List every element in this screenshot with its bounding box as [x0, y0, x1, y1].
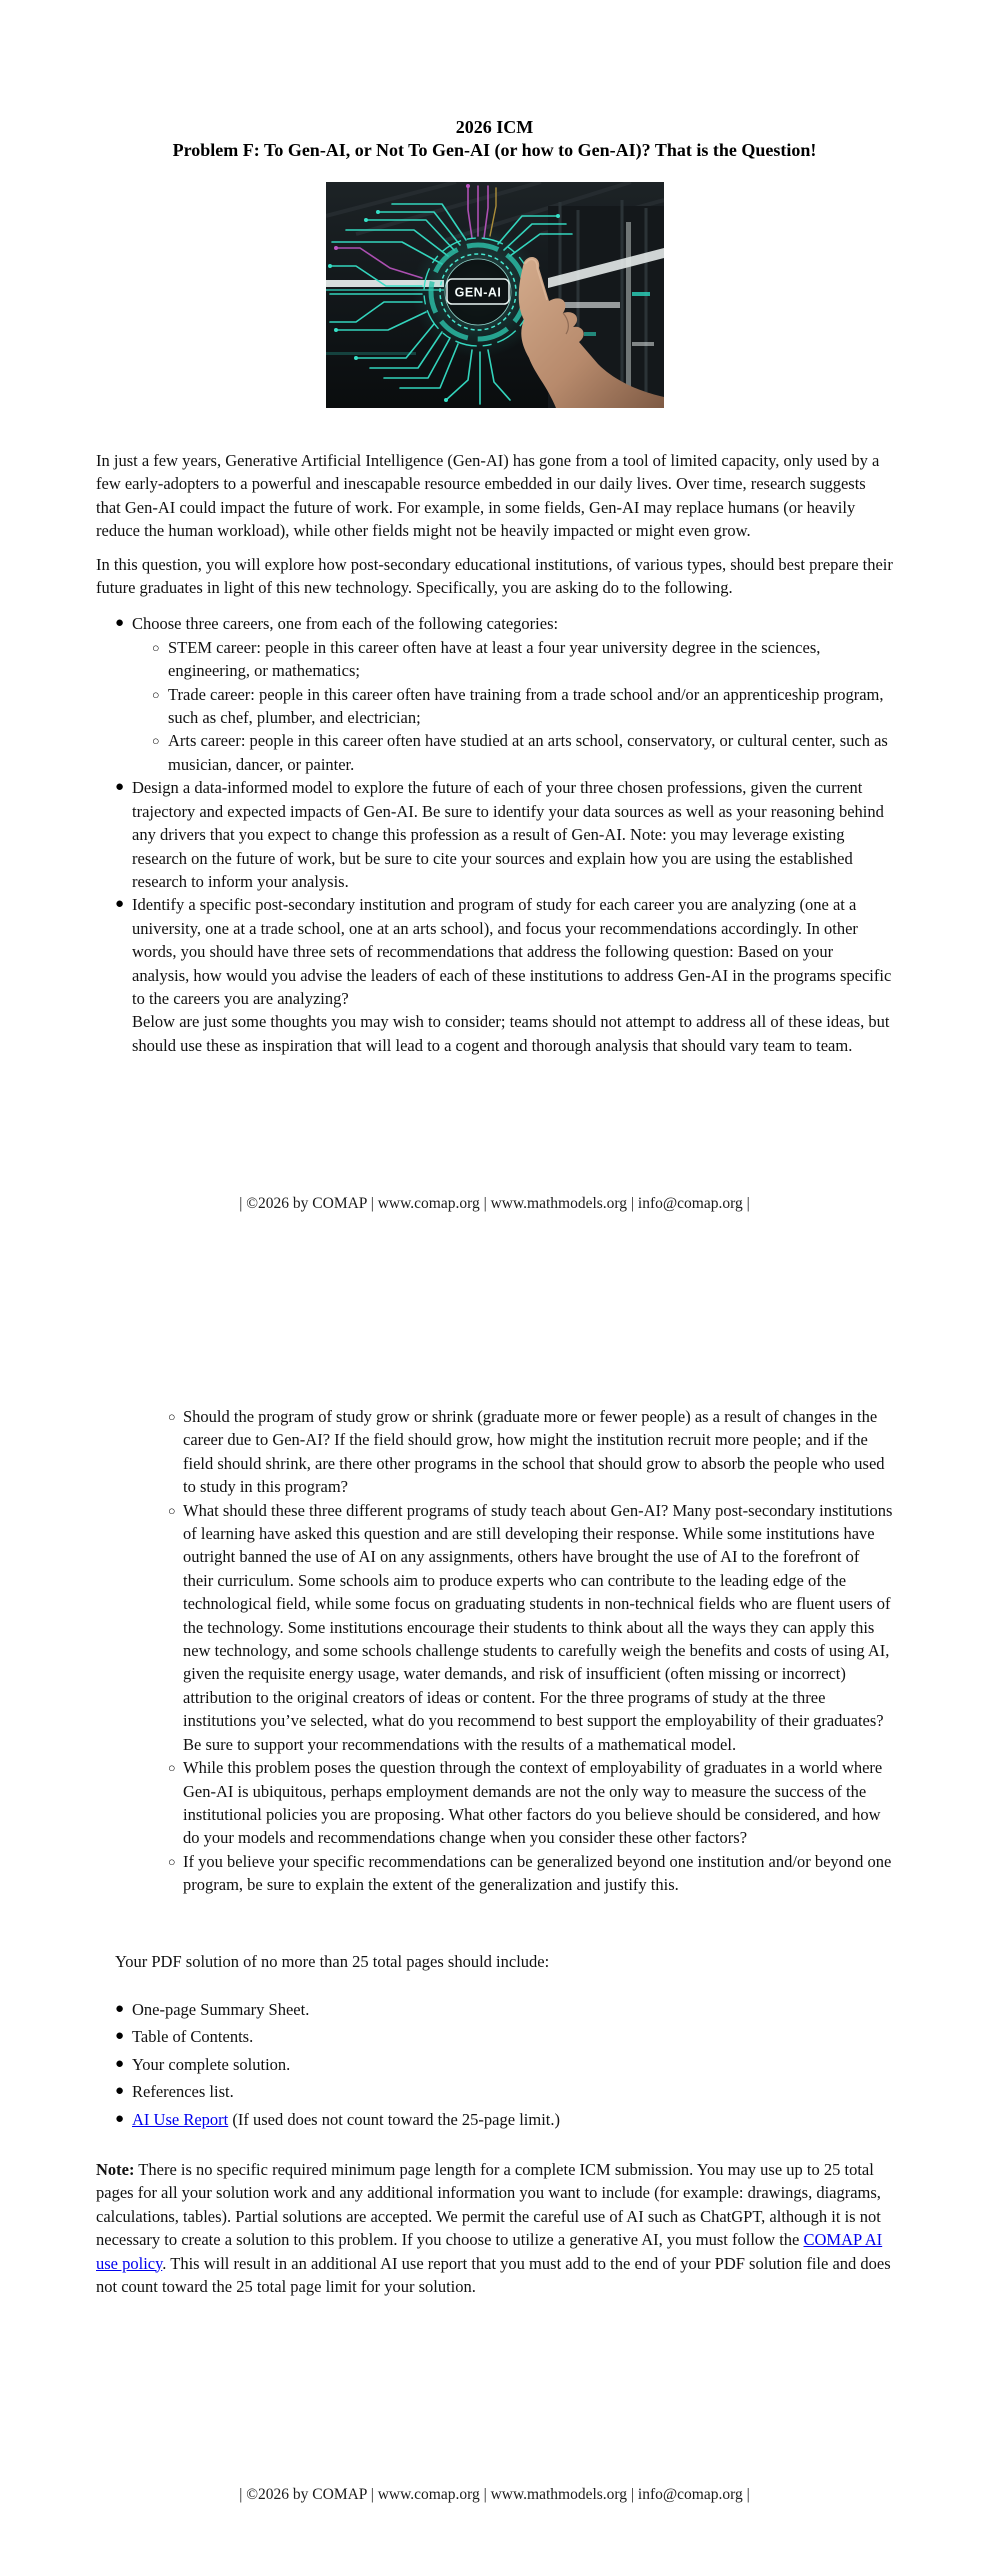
solution-item-table-of-contents: ● Table of Contents. — [96, 2025, 893, 2048]
bullet-icon: ● — [115, 615, 125, 632]
solution-requirements-heading: Your PDF solution of no more than 25 total pages should include: — [115, 1951, 550, 1971]
document-page-2 — [0, 1330, 989, 2560]
circle-bullet-icon: ○ — [168, 1761, 176, 1776]
circle-bullet-icon: ○ — [152, 734, 160, 749]
circle-bullet-icon: ○ — [168, 1410, 176, 1424]
title-line-2: Problem F: To Gen-AI, or Not To Gen-AI (or how to Gen-AI)? That is the Question! — [172, 140, 817, 160]
bullet-icon: ● — [115, 2055, 125, 2072]
solution-item-summary-sheet: ● One-page Summary Sheet. — [96, 1998, 893, 2021]
genai-label: GEN-AI — [454, 285, 501, 300]
hero-image-container — [0, 182, 989, 413]
circle-bullet-icon: ○ — [168, 1503, 176, 1518]
consideration-grow-or-shrink: ○ Should the program of study grow or shrink (graduate more or fewer people) as a result of changes in the career due to Gen-AI? If the field should grow, how might the institution recruit more people; and if the field should shrink, are there other programs in the school that should grow to absorb the people who used to study in this program? — [168, 1407, 885, 1497]
task-list — [96, 612, 893, 1057]
task-item-design-model: ● Design a data-informed model to explore the future of each of your three chosen professions, given the current trajectory and expected impacts of Gen-AI. Be sure to identify your data sources as well as your reasoning behind any drivers that you expect to change this profession as a result of Gen-AI. Note: you may leverage existing research on the future of work, but be sure to cite your sources and explain how you are using the established research to inform your analysis. — [115, 778, 884, 891]
task-item-identify-institutions: ● Identify a specific post-secondary institution and program of study for each career you are analyzing (one at a university, one at a trade school, one at an arts school), and focus your recommendations accordingly. In other words, you should have three sets of recommendations that address the following question: Based on your analysis, how would you advise the leaders of each of these institutions to address Gen-AI in the programs specific to the careers you are analyzing? — [115, 895, 892, 1008]
bullet-icon: ● — [115, 896, 125, 913]
considerations-list — [96, 1405, 893, 1897]
bullet-icon: ● — [115, 2028, 125, 2045]
note-paragraph — [96, 2158, 893, 2298]
career-category-arts: ○ Arts career: people in this career often have studied at an arts school, conservatory, or cultural center, such as musician, dancer, or painter. — [152, 731, 888, 774]
comap-ai-policy-link[interactable]: COMAP AI use policy — [96, 2230, 883, 2273]
intro-paragraph-2: In this question, you will explore how post-secondary educational institutions, of various types, should best prepare their future graduates in light of this new technology. Specifically, you are asking do to the following. — [96, 554, 893, 598]
solution-item-references: ● References list. — [96, 2080, 893, 2103]
bullet-icon: ● — [115, 779, 125, 796]
career-category-stem: ○ STEM career: people in this career often have at least a four year university degree in the sciences, engineering, or mathematics; — [152, 637, 821, 681]
circle-bullet-icon: ○ — [152, 640, 160, 655]
consideration-what-to-teach: ○ What should these three different programs of study teach about Gen-AI? Many post-secondary institutions of learning have asked this question and are still developing their response. While some institutions have outright banned the use of AI on any assignments, others have brought the use of AI to the forefront of their curriculum. Some schools aim to produce experts who can contribute to the leading edge of the technological field, while some focus on graduating students in non-technical fields who are fluent users of the technology. Some institutions encourage their students to think about all the ways they can apply this new technology, and some schools challenge students to carefully weigh the benefits and costs of using AI, given the requisite energy usage, water demands, and risk of insufficient (often missing or incorrect) attribution to the original creators of ideas or content. For the three programs of study at the three institutions you’ve selected, what do you recommend to best support the employability of their graduates? Be sure to support your recommendations with the results of a mathematical model. — [168, 1500, 893, 1754]
consideration-other-factors: ○ While this problem poses the question through the context of employability of graduates in a world where Gen-AI is ubiquitous, perhaps employment demands are not the only way to measure the success of the institutional policies you are proposing. What other factors do you believe should be considered, and how do your models and recommendations change when you consider these other factors? — [168, 1758, 883, 1848]
title-line-1: 2026 ICM — [455, 117, 534, 137]
circle-bullet-icon: ○ — [152, 687, 160, 702]
bullet-icon: ● — [115, 2000, 125, 2017]
solution-item-complete-solution: ● Your complete solution. — [96, 2053, 893, 2076]
bullet-icon: ● — [115, 2110, 125, 2127]
career-category-trade: ○ Trade career: people in this career often have training from a trade school and/or an apprenticeship program, such as chef, plumber, and electrician; — [152, 684, 884, 728]
task-item-choose-careers: ● Choose three careers, one from each of the following categories: — [96, 612, 893, 635]
note-text-after-link: . This will result in an additional AI use report that you must add to the end of your PDF solution file and does not count toward the 25 total page limit for your solution. — [96, 2253, 891, 2296]
ai-use-report-note: (If used does not count toward the 25-page limit.) — [228, 2109, 560, 2129]
note-label: Note: — [96, 2159, 135, 2179]
hero-image — [326, 182, 664, 408]
solution-item-ai-use-report — [96, 2108, 893, 2131]
consideration-generalization: ○ If you believe your specific recommendations can be generalized beyond one institution and/or beyond one program, be sure to explain the extent of the generalization and justify this. — [168, 1851, 892, 1895]
intro-paragraph-1: In just a few years, Generative Artificial Intelligence (Gen-AI) has gone from a tool of limited capacity, only used by a few early-adopters to a powerful and inescapable resource embedded in our daily lives. Over time, research suggests that Gen-AI could impact the future of work. For example, in some fields, Gen-AI may replace humans (or heavily reduce the human workload), while other fields might not be heavily impacted or might even grow. — [96, 451, 880, 541]
document-title — [0, 0, 989, 162]
circle-bullet-icon: ○ — [168, 1854, 176, 1869]
page-footer: | ©2026 by COMAP | www.comap.org | www.mathmodels.org | info@comap.org | — [239, 1195, 750, 1212]
note-text-before-link: There is no specific required minimum page length for a complete ICM submission. You may use up to 25 total pages for all your solution work and any additional information you want to include (for example: drawings, diagrams, calculations, tables). Partial solutions are accepted. We permit the careful use of AI such as ChatGPT, although it is not necessary to create a solution to this problem. If you choose to utilize a generative AI, you must follow the — [96, 2159, 881, 2250]
page-footer: | ©2026 by COMAP | www.comap.org | www.mathmodels.org | info@comap.org | — [239, 2486, 750, 2503]
task-continuation-note: Below are just some thoughts you may wish to consider; teams should not attempt to address all of these ideas, but should use these as inspiration that will lead to a cogent and thorough analysis that should vary team to team. — [132, 1012, 890, 1055]
solution-requirements-list — [96, 1998, 893, 2131]
ai-use-report-link[interactable]: AI Use Report — [132, 2109, 229, 2129]
bullet-icon: ● — [115, 2083, 125, 2100]
